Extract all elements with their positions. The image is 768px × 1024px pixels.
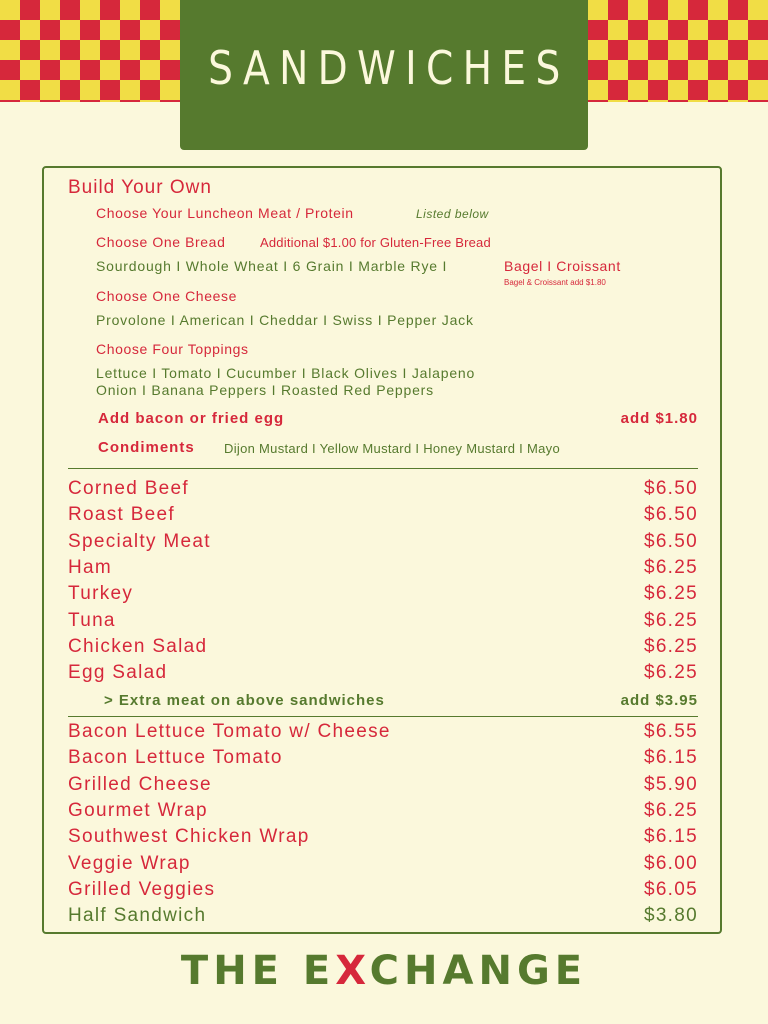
menu-item-row xyxy=(68,610,698,632)
extra-meat-row xyxy=(104,692,698,709)
addon-label: Add bacon or fried egg xyxy=(98,410,285,427)
menu-box xyxy=(42,166,722,934)
extra-meat-label: > Extra meat on above sandwiches xyxy=(104,692,385,709)
bagel-note: Bagel & Croissant add $1.80 xyxy=(504,278,606,287)
menu-item-name: Specialty Meat xyxy=(68,530,211,552)
brand-text-x: X xyxy=(335,948,370,994)
menu-item-name: Half Sandwich xyxy=(68,905,207,927)
menu-item-name: Roast Beef xyxy=(68,504,175,526)
menu-item-row xyxy=(68,478,698,500)
menu-item-name: Egg Salad xyxy=(68,662,168,684)
bread-note: Additional $1.00 for Gluten-Free Bread xyxy=(260,235,491,250)
menu-item-row xyxy=(68,774,698,796)
toppings-label: Choose Four Toppings xyxy=(96,341,249,357)
menu-item-name: Bacon Lettuce Tomato w/ Cheese xyxy=(68,721,391,742)
menu-item-name: Bacon Lettuce Tomato xyxy=(68,747,283,769)
addon-price: add $1.80 xyxy=(620,410,698,427)
bread-label: Choose One Bread xyxy=(96,234,226,250)
checker-pattern-left xyxy=(0,0,180,102)
menu-item-row xyxy=(68,583,698,605)
divider-2 xyxy=(68,716,698,717)
menu-item-price: $6.05 xyxy=(643,878,698,900)
menu-item-name: Gourmet Wrap xyxy=(68,799,208,821)
menu-item-name: Southwest Chicken Wrap xyxy=(68,826,310,848)
menu-item-price: $6.55 xyxy=(643,721,698,742)
brand-text-2: CHANGE xyxy=(369,948,588,994)
menu-item-price: $6.15 xyxy=(643,826,698,848)
bread-list-extra: Bagel I Croissant xyxy=(504,258,621,274)
menu-item-row xyxy=(68,557,698,579)
menu-item-price: $6.25 xyxy=(643,609,698,631)
toppings-line-1: Lettuce I Tomato I Cucumber I Black Olives I Jalapeno xyxy=(96,365,476,381)
menu-item-price: $6.25 xyxy=(643,662,698,684)
menu-item-price: $6.25 xyxy=(643,635,698,657)
menu-item-row xyxy=(68,800,698,822)
condiments-list: Dijon Mustard I Yellow Mustard I Honey Mustard I Mayo xyxy=(224,441,560,456)
cheese-label: Choose One Cheese xyxy=(96,288,237,304)
menu-item-row xyxy=(68,721,698,743)
menu-item-row xyxy=(68,853,698,875)
toppings-line-2: Onion I Banana Peppers I Roasted Red Peppers xyxy=(96,382,434,398)
menu-item-name: Veggie Wrap xyxy=(68,852,191,874)
checker-pattern-right xyxy=(588,0,768,102)
menu-item-row xyxy=(68,662,698,684)
divider-1 xyxy=(68,468,698,469)
menu-item-row xyxy=(68,879,698,901)
menu-item-row xyxy=(68,747,698,769)
brand-logo xyxy=(0,948,768,994)
menu-item-price: $6.50 xyxy=(643,478,698,499)
bread-list: Sourdough I Whole Wheat I 6 Grain I Marble Rye I xyxy=(96,258,448,274)
menu-item-price: $6.15 xyxy=(643,747,698,769)
menu-item-name: Corned Beef xyxy=(68,478,189,499)
condiments-label: Condiments xyxy=(98,439,195,456)
menu-item-name: Grilled Veggies xyxy=(68,878,216,900)
menu-item-row xyxy=(68,826,698,848)
meat-label: Choose Your Luncheon Meat / Protein xyxy=(96,205,354,221)
menu-item-name: Ham xyxy=(68,556,113,578)
menu-item-name: Chicken Salad xyxy=(68,635,208,657)
menu-item-row xyxy=(68,531,698,553)
menu-item-price: $6.50 xyxy=(643,504,698,526)
menu-item-price: $6.00 xyxy=(643,852,698,874)
menu-item-row xyxy=(68,636,698,658)
menu-item-price: $3.80 xyxy=(643,905,698,927)
brand-text-1: THE E xyxy=(180,948,336,994)
menu-item-row xyxy=(68,504,698,526)
menu-item-price: $6.25 xyxy=(643,799,698,821)
menu-item-price: $5.90 xyxy=(643,773,698,795)
cheese-list: Provolone I American I Cheddar I Swiss I Pepper Jack xyxy=(96,312,474,328)
title-banner xyxy=(180,0,588,150)
page-title: SANDWICHES xyxy=(207,41,570,95)
menu-item-name: Grilled Cheese xyxy=(68,773,212,795)
menu-item-price: $6.25 xyxy=(643,556,698,578)
meat-note: Listed below xyxy=(416,207,489,221)
menu-item-price: $6.25 xyxy=(643,583,698,605)
menu-item-name: Tuna xyxy=(68,609,116,631)
build-your-own-heading: Build Your Own xyxy=(68,177,212,198)
extra-meat-price: add $3.95 xyxy=(620,692,698,709)
menu-item-price: $6.50 xyxy=(643,530,698,552)
menu-item-row xyxy=(68,905,698,927)
menu-item-name: Turkey xyxy=(68,583,134,605)
